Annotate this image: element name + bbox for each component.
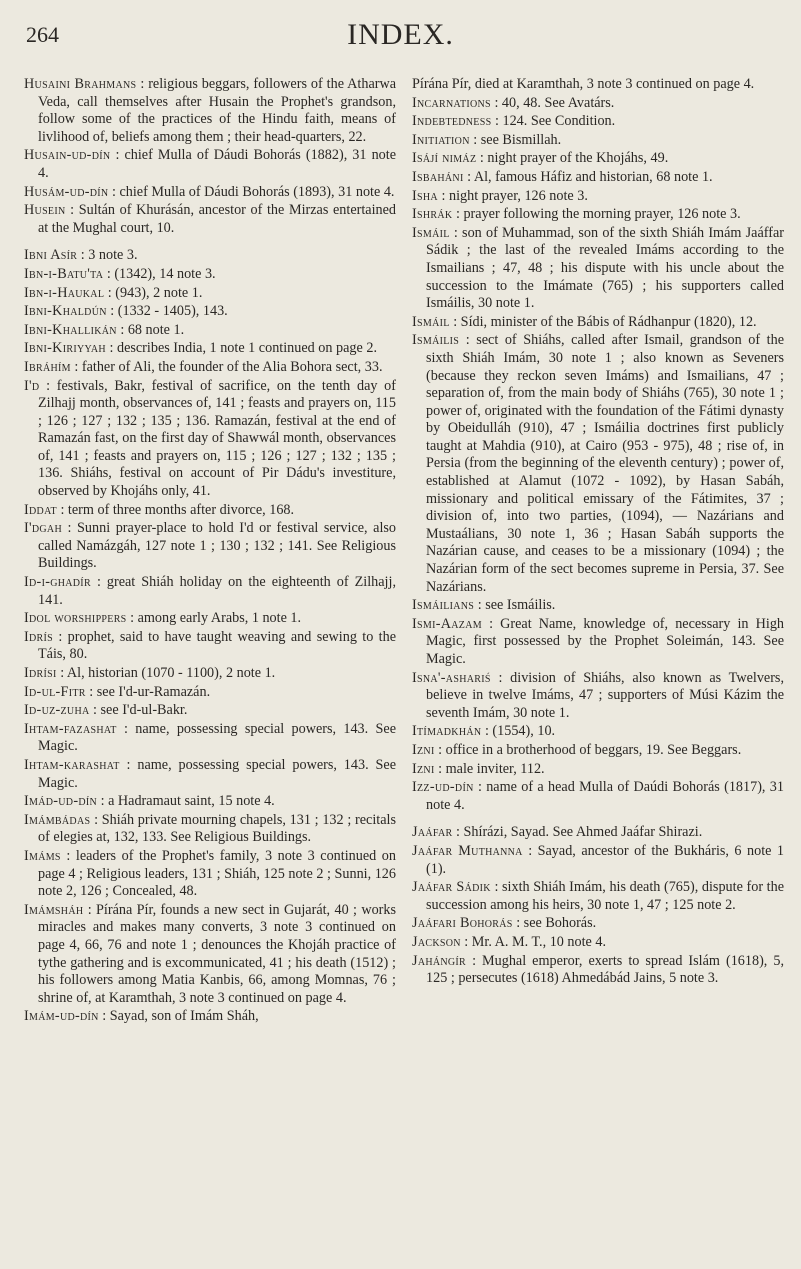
entry-headword: Imád-ud-dín bbox=[24, 793, 98, 810]
entry-headword: Ibni-Kiriyyah bbox=[24, 340, 106, 357]
index-entry bbox=[412, 779, 784, 814]
entry-text: : 124. See Condition. bbox=[495, 113, 616, 130]
index-entry bbox=[24, 610, 396, 628]
entry-text: : Sultán of Khurásán, ancestor of the Mirzas entertained at the Mughal court, 10. bbox=[38, 202, 397, 236]
index-entry bbox=[24, 721, 396, 756]
index-column-right bbox=[412, 76, 784, 989]
entry-text: : term of three months after divorce, 168. bbox=[60, 501, 295, 518]
index-entry bbox=[24, 266, 396, 284]
entry-headword: Incarnations bbox=[412, 94, 491, 111]
entry-headword: Ismáilians bbox=[412, 597, 475, 614]
entry-headword: Idrísi bbox=[24, 665, 57, 681]
index-entry bbox=[412, 742, 784, 760]
entry-text: : chief Mulla of Dáudi Bohorás (1893), 31 note 4. bbox=[111, 183, 395, 200]
entry-text: : 40, 48. See Avatárs. bbox=[494, 94, 615, 111]
entry-headword: Husaini Brahmans bbox=[24, 76, 137, 92]
index-entry bbox=[24, 247, 396, 265]
entry-text: : describes India, 1 note 1 continued on page 2. bbox=[109, 340, 378, 357]
index-entry bbox=[412, 915, 784, 933]
entry-text: : Mughal emperor, exerts to spread Islám (1618), 5, 125 ; persecutes (1618) Ahmedábád Jains, 5 note 3. bbox=[426, 952, 785, 987]
entry-headword: Ismi-Aazam bbox=[412, 615, 482, 632]
index-entry bbox=[24, 285, 396, 303]
entry-text: : Great Name, knowledge of, necessary in High Magic, first possessed by the Prophet Soleimán, 143. See Magic. bbox=[426, 615, 785, 667]
entry-headword: Initiation bbox=[412, 131, 470, 148]
index-entry bbox=[24, 629, 396, 664]
entry-headword: Ismáilis bbox=[412, 332, 460, 349]
index-entry bbox=[24, 303, 396, 321]
entry-headword: Imáms bbox=[24, 847, 61, 864]
entry-headword: Idrís bbox=[24, 628, 54, 645]
index-entry bbox=[24, 812, 396, 847]
entry-headword: Id-uz-zuha bbox=[24, 702, 90, 719]
entry-headword: Ibni-Khallikán bbox=[24, 321, 117, 338]
entry-headword: I'dgah bbox=[24, 520, 62, 537]
entry-headword: Jaáfar Sádik bbox=[412, 879, 491, 896]
index-entry bbox=[412, 843, 784, 878]
entry-text: : sixth Shiáh Imám, his death (765), dispute for the succession among his heirs, 30 note 1, 47 ; 125 note 2. bbox=[426, 879, 785, 913]
entry-headword: Izni bbox=[412, 760, 435, 777]
index-entry bbox=[412, 597, 784, 615]
index-entry bbox=[412, 76, 784, 94]
entry-headword: Indebtedness bbox=[412, 113, 492, 130]
entry-headword: Imám-ud-dín bbox=[24, 1008, 99, 1025]
entry-text: : office in a brotherhood of beggars, 19. See Beggars. bbox=[438, 741, 742, 758]
entry-text: : see I'd-ul-Bakr. bbox=[93, 702, 188, 719]
index-entry bbox=[24, 502, 396, 520]
entry-text: : 3 note 3. bbox=[80, 247, 138, 264]
entry-text: : Sayad, ancestor of the Bukháris, 6 note 1 (1). bbox=[426, 842, 785, 877]
index-entry bbox=[412, 206, 784, 224]
entry-text: : great Shiáh holiday on the eighteenth of Zilhajj, 141. bbox=[38, 574, 396, 608]
entry-text: : night prayer of the Khojáhs, 49. bbox=[479, 150, 669, 167]
entry-headword: Ishrák bbox=[412, 206, 453, 223]
entry-text: : Sayad, son of Imám Sháh, bbox=[102, 1008, 259, 1025]
index-column-left bbox=[24, 76, 396, 1027]
entry-text: : religious beggars, followers of the Atharwa Veda, call themselves after Husain the Prophet's grandson, follow some of the practices of the Hindu faith, means of livlihood of, beliefs among them ; their head-quarters, 22. bbox=[38, 76, 397, 145]
index-entry bbox=[412, 314, 784, 332]
entry-headword: Id-i-ghadír bbox=[24, 574, 91, 591]
index-entry bbox=[24, 1008, 396, 1026]
index-entry bbox=[24, 902, 396, 1008]
index-entry bbox=[24, 520, 396, 573]
index-entry bbox=[412, 95, 784, 113]
entry-text: : see I'd-ur-Ramazán. bbox=[89, 683, 211, 700]
index-entry bbox=[24, 793, 396, 811]
index-entry bbox=[412, 934, 784, 952]
entry-text: : Sídi, minister of the Bábis of Rádhanpur (1820), 12. bbox=[453, 313, 757, 330]
entry-headword: Iddat bbox=[24, 501, 57, 518]
index-entry bbox=[412, 761, 784, 779]
index-entry bbox=[412, 225, 784, 313]
entry-headword: Jackson bbox=[412, 933, 461, 950]
entry-text: : Al, historian (1070 - 1100), 2 note 1. bbox=[60, 665, 276, 681]
entry-text: : night prayer, 126 note 3. bbox=[441, 187, 588, 204]
entry-headword: Ismáil bbox=[412, 224, 450, 241]
index-entry bbox=[412, 113, 784, 131]
entry-text: : father of Ali, the founder of the Alia Bohora sect, 33. bbox=[74, 358, 383, 375]
entry-text: : Pírána Pír, founds a new sect in Gujarát, 40 ; works miracles and makes many converts, 3 note 3 continued on page 4, 66, 76 and note 1 ; denounces the Khojáh practice of tythe gathering and is excommunicated, 41 ; his death (1512) ; his followers among Matia Kanbis, 66, among Momnas, 76 ; shrine of, at Karamthah, 3 note 3 continued on page 4. bbox=[38, 901, 397, 1006]
index-entry bbox=[24, 684, 396, 702]
page-number: 264 bbox=[26, 22, 59, 47]
index-entry bbox=[412, 332, 784, 596]
index-entry bbox=[24, 184, 396, 202]
entry-headword: Jaáfari Bohorás bbox=[412, 915, 513, 932]
entry-text: : sect of Shiáhs, called after Ismail, grandson of the sixth Shiáh Imám, 30 note 1 ; also known as Seveners (because they reckon seven Imáms) and Ismailians, 47 ; separation of, from the main body of Shiáhs (765), 30 note 1 ; power of, originated with the foundation of the Fátimi dynasty by Obeidulláh (910), 47 ; Ismáilia doctrines first publicly taught at Mahdia (910), at Cairo (953 - 975), 48 ; rise of, in Persia (from the beginning of the eleventh century) ; power of, established at Alamut (1072 - 1092), by Hasan Sabáh, missionary and political emissary of the Fátimites, 37 ; division of, into two parties, (1094), — Nazárians and Mustaálians, 30 note 1, 36 ; Hasan Sabáh supports the Nazárian cause, and ceases to be a missionary (1094) ; the Nazárian form of the sect becomes supreme in Persia, 37. See Nazárians. bbox=[426, 332, 784, 595]
index-entry bbox=[412, 188, 784, 206]
entry-headword: Ibni Asír bbox=[24, 247, 78, 264]
index-entry bbox=[24, 757, 396, 792]
index-entry bbox=[412, 169, 784, 187]
entry-text: Pírána Pír, died at Karamthah, 3 note 3 continued on page 4. bbox=[412, 76, 755, 92]
index-entry bbox=[412, 150, 784, 168]
entry-text: : name of a head Mulla of Daúdi Bohorás (1817), 31 note 4. bbox=[426, 779, 784, 813]
index-entry bbox=[412, 132, 784, 150]
entry-text: : (943), 2 note 1. bbox=[107, 284, 203, 301]
entry-headword: Imámsháh bbox=[24, 901, 84, 918]
entry-headword: Imámbádas bbox=[24, 811, 91, 828]
entry-headword: Izni bbox=[412, 741, 435, 758]
entry-headword: Isbaháni bbox=[412, 168, 464, 185]
entry-text: : name, possessing special powers, 143. See Magic. bbox=[38, 756, 396, 791]
entry-text: : prophet, said to have taught weaving and sewing to the Táis, 80. bbox=[38, 628, 396, 663]
entry-text: : Shiáh private mourning chapels, 131 ; 132 ; recitals of elegies at, 132, 133. See Religious Buildings. bbox=[38, 811, 396, 846]
running-head: INDEX. bbox=[347, 18, 454, 51]
index-entry bbox=[24, 702, 396, 720]
entry-text: : Al, famous Háfiz and historian, 68 note 1. bbox=[467, 168, 713, 185]
index-entry bbox=[24, 202, 396, 237]
entry-headword: Id-ul-Fitr bbox=[24, 683, 86, 700]
page-header bbox=[0, 16, 801, 56]
entry-text: : chief Mulla of Dáudi Bohorás (1882), 31 note 4. bbox=[38, 147, 396, 181]
entry-text: : son of Muhammad, son of the sixth Shiáh Imám Jaáffar Sádik ; the last of the revealed Imáms according to the Ismailians ; 47, 48 ; his dispute with his uncle about the succession to the Imámate (765) ; his supporters called Ismáilis, 30 note 1. bbox=[426, 224, 784, 312]
entry-text: : (1342), 14 note 3. bbox=[106, 265, 216, 282]
index-entry bbox=[24, 848, 396, 901]
entry-text: : prayer following the morning prayer, 126 note 3. bbox=[455, 206, 741, 223]
entry-headword: Ibráhím bbox=[24, 358, 71, 375]
entry-headword: Ibni-Khaldún bbox=[24, 303, 107, 320]
entry-text: : festivals, Bakr, festival of sacrifice, on the tenth day of Zilhajj month, observances of, 141 ; feasts and prayers on, 115 ; 126 ; 127 ; 132 ; 135 ; 136. Ramazán, festival at the end of Ramazán fast, on the first day of Shawwál month, observances of, 141 ; feasts and prayers on, 115 ; 126 ; 127 ; 132 ; 135 ; 136. Shiáhs, festival on account of Pir Dádu's investiture, observed by Khojáhs only, 41. bbox=[38, 377, 396, 500]
entry-headword: Jaáfar Muthanna bbox=[412, 842, 523, 859]
index-entry bbox=[412, 953, 784, 988]
entry-text: : among early Arabs, 1 note 1. bbox=[130, 610, 302, 627]
entry-headword: Jahángír bbox=[412, 952, 467, 969]
entry-headword: Isna'-ashariś bbox=[412, 669, 491, 686]
entry-text: : a Hadramaut saint, 15 note 4. bbox=[100, 793, 275, 810]
entry-headword: Idol worshippers bbox=[24, 610, 127, 627]
entry-text: : see Bismillah. bbox=[473, 131, 562, 148]
entry-text: : division of Shiáhs, also known as Twelvers, believe in twelve Imáms, 47 ; supporters of Músi Kázim the seventh Imám, 30 note 1. bbox=[426, 669, 785, 721]
entry-text: : Sunni prayer-place to hold I'd or festival service, also called Namázgáh, 127 note 1 ; 130 ; 132 ; 141. See Religious Buildings. bbox=[38, 520, 397, 572]
index-entry bbox=[24, 378, 396, 501]
entry-headword: I'd bbox=[24, 377, 40, 394]
index-entry bbox=[412, 723, 784, 741]
entry-text: : (1332 - 1405), 143. bbox=[110, 303, 228, 320]
entry-text: : (1554), 10. bbox=[484, 723, 556, 740]
entry-text: : Mr. A. M. T., 10 note 4. bbox=[464, 933, 607, 950]
entry-headword: Husám-ud-dín bbox=[24, 183, 109, 200]
entry-text: : 68 note 1. bbox=[120, 321, 185, 338]
entry-headword: Ibn-i-Haukal bbox=[24, 284, 105, 301]
entry-headword: Ismáil bbox=[412, 313, 450, 330]
index-entry bbox=[24, 574, 396, 609]
index-entry bbox=[412, 670, 784, 723]
index-entry bbox=[24, 76, 396, 146]
entry-headword: Husain-ud-dín bbox=[24, 147, 111, 164]
entry-headword: Itímadkhán bbox=[412, 723, 482, 740]
entry-headword: Ihtam-fazashat bbox=[24, 720, 117, 737]
index-entry bbox=[24, 340, 396, 358]
entry-headword: Ibn-i-Batu'ta bbox=[24, 265, 104, 282]
index-entry bbox=[24, 147, 396, 182]
entry-headword: Ihtam-karashat bbox=[24, 756, 120, 773]
entry-text: : see Ismáilis. bbox=[477, 597, 556, 614]
entry-headword: Jaáfar bbox=[412, 824, 453, 841]
entry-text: : leaders of the Prophet's family, 3 note 3 continued on page 4 ; Religious leaders, 131 ; Shiáh, 125 note 2 ; Sunni, 126 note 2, 126 ; Concealed, 48. bbox=[38, 847, 396, 900]
entry-headword: Isha bbox=[412, 187, 438, 204]
index-entry bbox=[412, 879, 784, 914]
entry-headword: Husein bbox=[24, 202, 66, 219]
entry-text: : male inviter, 112. bbox=[438, 760, 545, 777]
entry-text: : Shírázi, Sayad. See Ahmed Jaáfar Shirazi. bbox=[456, 824, 703, 841]
index-entry bbox=[412, 824, 784, 842]
entry-headword: Izz-ud-dín bbox=[412, 779, 474, 796]
index-entry bbox=[412, 616, 784, 669]
index-entry bbox=[24, 665, 396, 683]
entry-text: : see Bohorás. bbox=[516, 915, 597, 932]
index-entry bbox=[24, 359, 396, 377]
entry-headword: Isájí nimáz bbox=[412, 150, 477, 167]
index-entry bbox=[24, 322, 396, 340]
entry-text: : name, possessing special powers, 143. See Magic. bbox=[38, 720, 396, 755]
